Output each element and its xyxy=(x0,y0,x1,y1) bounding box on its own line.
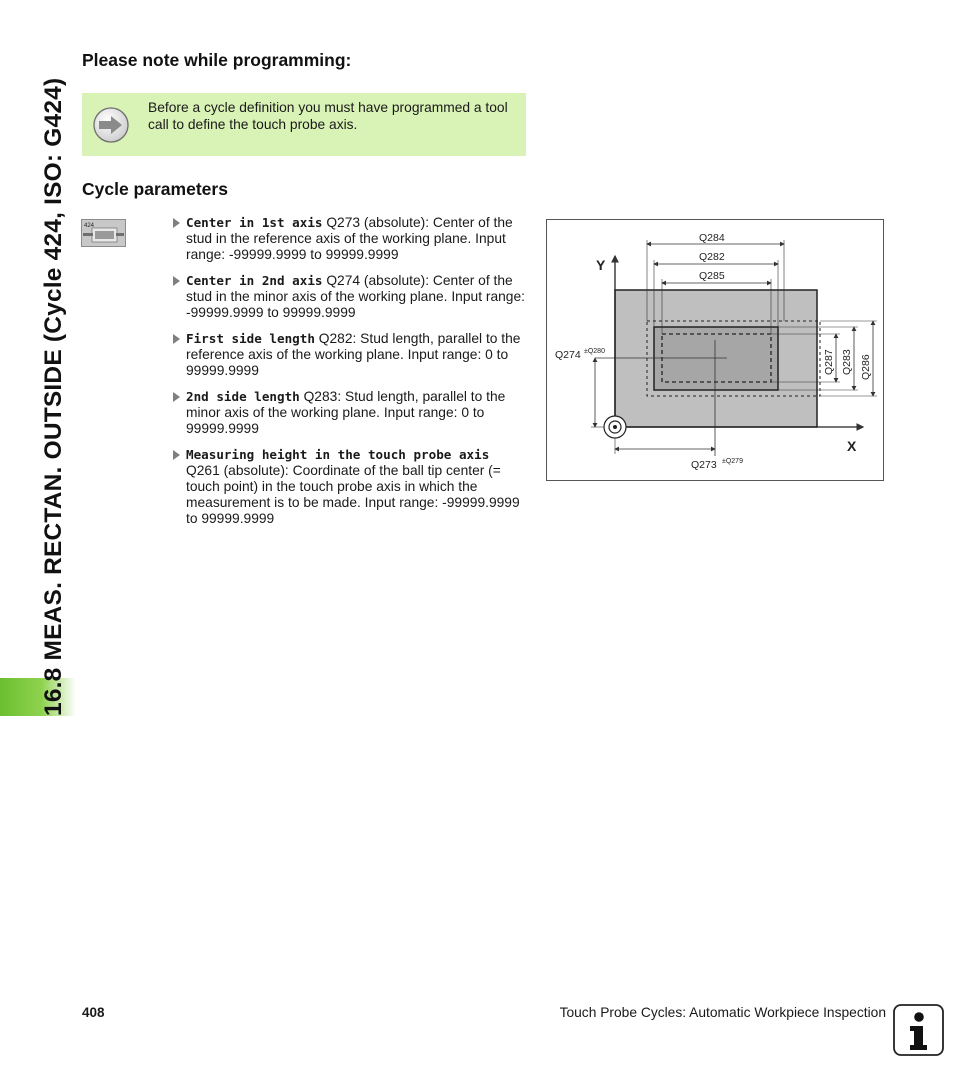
stud-rect xyxy=(654,327,778,390)
param-description: Q261 (absolute): Coordinate of the ball tip center (= touch point) in the touch probe axis in which the measurement is to be made. Input range: -99999.9999 to 99999.9999 xyxy=(186,463,520,526)
bullet-triangle-icon xyxy=(173,392,180,402)
label-q286: Q286 xyxy=(860,354,872,380)
label-q279: ±Q279 xyxy=(722,458,743,465)
cycle-424-icon xyxy=(81,219,126,247)
diagram-svg xyxy=(547,220,885,482)
label-q280: ±Q280 xyxy=(584,348,605,355)
label-q284: Q284 xyxy=(699,232,725,244)
param-2nd-side-length xyxy=(173,389,525,437)
label-q287: Q287 xyxy=(823,349,835,375)
cycle-parameters-heading: Cycle parameters xyxy=(82,179,228,199)
param-center-2nd-axis xyxy=(173,273,525,321)
param-description: Q283: Stud length, parallel to the minor axis of the working plane. Input range: 0 to 99999.9999 xyxy=(186,389,506,436)
param-code: 2nd side length xyxy=(186,389,300,404)
chapter-title-text: 16.8 MEAS. RECTAN. OUTSIDE (Cycle 424, ISO: G424) xyxy=(40,77,67,716)
label-q282: Q282 xyxy=(699,251,725,263)
param-code: Measuring height in the touch probe axis xyxy=(186,447,490,462)
footer-title: Touch Probe Cycles: Automatic Workpiece Inspection xyxy=(559,1005,886,1020)
bullet-triangle-icon xyxy=(173,218,180,228)
chapter-side-title xyxy=(0,0,76,716)
param-code: Center in 1st axis xyxy=(186,215,323,230)
label-q274: Q274 xyxy=(555,349,581,361)
note-text: Before a cycle definition you must have programmed a tool call to define the touch probe axis. xyxy=(148,100,508,132)
bullet-triangle-icon xyxy=(173,276,180,286)
param-first-side-length xyxy=(173,331,525,379)
axis-label-x: X xyxy=(847,438,857,454)
param-code: First side length xyxy=(186,331,315,346)
bullet-triangle-icon xyxy=(173,334,180,344)
param-description: Q282: Stud length, parallel to the reference axis of the working plane. Input range: 0 to 99999.9999 xyxy=(186,331,521,378)
label-q283: Q283 xyxy=(841,349,853,375)
param-center-1st-axis xyxy=(173,215,525,263)
cycle-diagram xyxy=(546,219,884,481)
param-description: Q273 (absolute): Center of the stud in the reference axis of the working plane. Input range: -99999.9999 to 99999.9999 xyxy=(186,215,513,262)
label-q285: Q285 xyxy=(699,270,725,282)
param-measuring-height xyxy=(173,447,525,527)
page-number: 408 xyxy=(82,1005,105,1020)
param-code: Center in 2nd axis xyxy=(186,273,323,288)
parameter-list xyxy=(173,215,525,537)
info-icon xyxy=(893,1004,944,1056)
axis-label-y: Y xyxy=(596,257,606,273)
note-box xyxy=(82,93,526,156)
cycle-icon-label: 424 xyxy=(84,223,95,229)
label-q273: Q273 xyxy=(691,459,717,471)
note-heading: Please note while programming: xyxy=(82,50,352,70)
bullet-triangle-icon xyxy=(173,450,180,460)
param-description: Q274 (absolute): Center of the stud in the minor axis of the working plane. Input range: -99999.9999 to 99999.9999 xyxy=(186,273,525,320)
arrow-right-icon xyxy=(92,106,130,144)
